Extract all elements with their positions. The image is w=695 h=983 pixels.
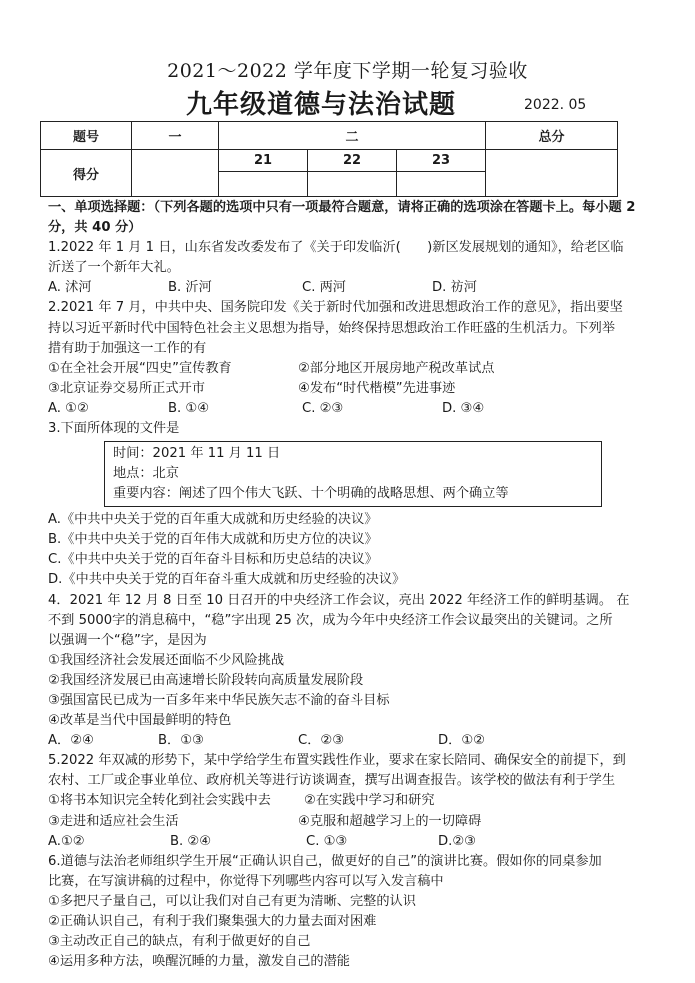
info-box-content: 重要内容：阐述了四个伟大飞跃、十个明确的战略思想、两个确立等 xyxy=(113,486,509,502)
question-6 xyxy=(48,852,652,973)
statement-4: ④运用多种方法，唤醒沉睡的力量，激发自己的潜能 xyxy=(48,954,350,970)
option-c[interactable]: C. ②③ xyxy=(302,400,344,416)
score-cell-part-one[interactable] xyxy=(132,150,219,197)
statement-4: ④克服和超越学习上的一切障碍 xyxy=(298,813,482,829)
info-box-place: 地点：北京 xyxy=(113,466,179,482)
option-b[interactable]: B. ①④ xyxy=(168,400,210,416)
question-stem-line: 4．2021 年 12 月 8 日至 10 日召开的中央经济工作会议，亮出 2022 年经济工作的鲜明基调。 在 xyxy=(48,592,630,608)
score-table-q23: 23 xyxy=(397,150,486,172)
statement-1: ①将书本知识完全转化到社会实践中去 xyxy=(48,793,271,809)
option-c[interactable]: C.《中共中央关于党的百年奋斗目标和历史总结的决议》 xyxy=(48,552,378,568)
question-stem-line: 2.2021 年 7 月，中共中央、国务院印发《关于新时代加强和改进思想政治工作的意见》，指出要坚 xyxy=(48,300,623,316)
question-stem-line: 措有助于加强这一工作的有 xyxy=(48,340,207,356)
option-c[interactable]: C. 两河 xyxy=(302,280,346,296)
statement-3: ③强国富民已成为一百多年来中华民族矢志不渝的奋斗目标 xyxy=(48,692,390,708)
option-a[interactable]: A. 沭河 xyxy=(48,280,92,296)
question-stem-line: 以强调一个“稳”字，是因为 xyxy=(48,632,207,648)
question-stem-line: 持以习近平新时代中国特色社会主义思想为指导，始终保持思想政治工作旺盛的生机活力。下列举 xyxy=(48,320,616,336)
info-box xyxy=(104,441,602,507)
info-box-time: 时间：2021 年 11 月 11 日 xyxy=(113,446,281,462)
statement-2: ②在实践中学习和研究 xyxy=(304,793,435,809)
score-table-total: 总分 xyxy=(486,122,618,150)
question-2 xyxy=(48,298,652,419)
score-cell-q21[interactable] xyxy=(219,172,308,197)
question-stem-line: 不到 5000字的消息稿中，“稳”字出现 25 次，成为今年中央经济工作会议最突出的关键词。之所 xyxy=(48,612,613,628)
statement-3: ③走进和适应社会生活 xyxy=(48,813,179,829)
option-a[interactable]: A.①② xyxy=(48,833,85,849)
option-a[interactable]: A. ①② xyxy=(48,400,89,416)
exam-subtitle: 2021～2022 学年度下学期一轮复习验收 xyxy=(167,60,528,82)
question-5 xyxy=(48,751,652,851)
option-d[interactable]: D. 祊河 xyxy=(432,280,477,296)
score-table-question-label: 题号 xyxy=(41,122,132,150)
question-stem-line: 5.2022 年双减的形势下，某中学给学生布置实践性作业，要求在家长陪同、确保安全的前提下，到 xyxy=(48,753,626,769)
statement-1: ①在全社会开展“四史”宣传教育 xyxy=(48,360,232,376)
question-stem-line: 3.下面所体现的文件是 xyxy=(48,421,180,437)
option-b[interactable]: B. ②④ xyxy=(170,833,212,849)
score-cell-q23[interactable] xyxy=(397,172,486,197)
statement-4: ④改革是当代中国最鲜明的特色 xyxy=(48,713,232,729)
score-cell-q22[interactable] xyxy=(308,172,397,197)
exam-date: 2022. 05 xyxy=(524,97,587,113)
question-stem-line: 6.道德与法治老师组织学生开展“正确认识自己，做更好的自己”的演讲比赛。假如你的同桌参加 xyxy=(48,853,602,869)
option-b[interactable]: B.《中共中央关于党的百年伟大成就和历史方位的决议》 xyxy=(48,532,378,548)
statement-2: ②正确认识自己，有利于我们聚集强大的力量去面对困难 xyxy=(48,914,377,929)
section-heading: 一、单项选择题：（下列各题的选项中只有一项最符合题意，请将正确的选项涂在答题卡上。每小题 2分，共 40 分） xyxy=(48,200,636,236)
score-table xyxy=(40,121,618,197)
question-3 xyxy=(48,419,652,590)
statement-3: ③主动改正自己的缺点，有利于做更好的自己 xyxy=(48,934,311,950)
statement-2: ②我国经济发展已由高速增长阶段转向高质量发展阶段 xyxy=(48,672,364,688)
option-d[interactable]: D．①② xyxy=(438,733,485,749)
score-table-score-label: 得分 xyxy=(41,150,132,197)
option-c[interactable]: C．②③ xyxy=(298,733,345,749)
statement-3: ③北京证券交易所正式开市 xyxy=(48,380,205,396)
option-d[interactable]: D.②③ xyxy=(438,833,476,849)
option-d[interactable]: D. ③④ xyxy=(442,400,485,416)
question-stem-line: 沂送了一个新年大礼。 xyxy=(48,260,180,276)
exam-body xyxy=(48,198,652,972)
option-b[interactable]: B．①③ xyxy=(158,733,204,749)
statement-4: ④发布“时代楷模”先进事迹 xyxy=(298,380,456,396)
score-cell-total[interactable] xyxy=(486,150,618,197)
option-a[interactable]: A．②④ xyxy=(48,733,94,749)
question-stem-line: 1.2022 年 1 月 1 日，山东省发改委发布了《关于印发临沂( )新区发展规划的通知》，给老区临 xyxy=(48,240,624,256)
statement-2: ②部分地区开展房地产税改革试点 xyxy=(298,360,495,376)
score-table-q21: 21 xyxy=(219,150,308,172)
option-c[interactable]: C. ①③ xyxy=(306,833,348,849)
statement-1: ①多把尺子量自己，可以让我们对自己有更为清晰、完整的认识 xyxy=(48,893,416,909)
option-a[interactable]: A.《中共中央关于党的百年重大成就和历史经验的决议》 xyxy=(48,512,378,528)
question-stem-line: 比赛，在写演讲稿的过程中，你觉得下列哪些内容可以写入发言稿中 xyxy=(48,873,444,889)
question-stem-line: 农村、工厂或企事业单位、政府机关等进行访谈调查，撰写出调查报告。该学校的做法有利于学生 xyxy=(48,773,616,789)
exam-title: 九年级道德与法治试题 xyxy=(186,90,457,120)
question-1 xyxy=(48,238,652,298)
option-d[interactable]: D.《中共中央关于党的百年奋斗重大成就和历史经验的决议》 xyxy=(48,572,406,588)
score-table-part-one: 一 xyxy=(132,122,219,150)
statement-1: ①我国经济社会发展还面临不少风险挑战 xyxy=(48,652,285,668)
score-table-q22: 22 xyxy=(308,150,397,172)
score-table-part-two: 二 xyxy=(219,122,486,150)
option-b[interactable]: B. 沂河 xyxy=(168,280,212,296)
question-4 xyxy=(48,591,652,752)
